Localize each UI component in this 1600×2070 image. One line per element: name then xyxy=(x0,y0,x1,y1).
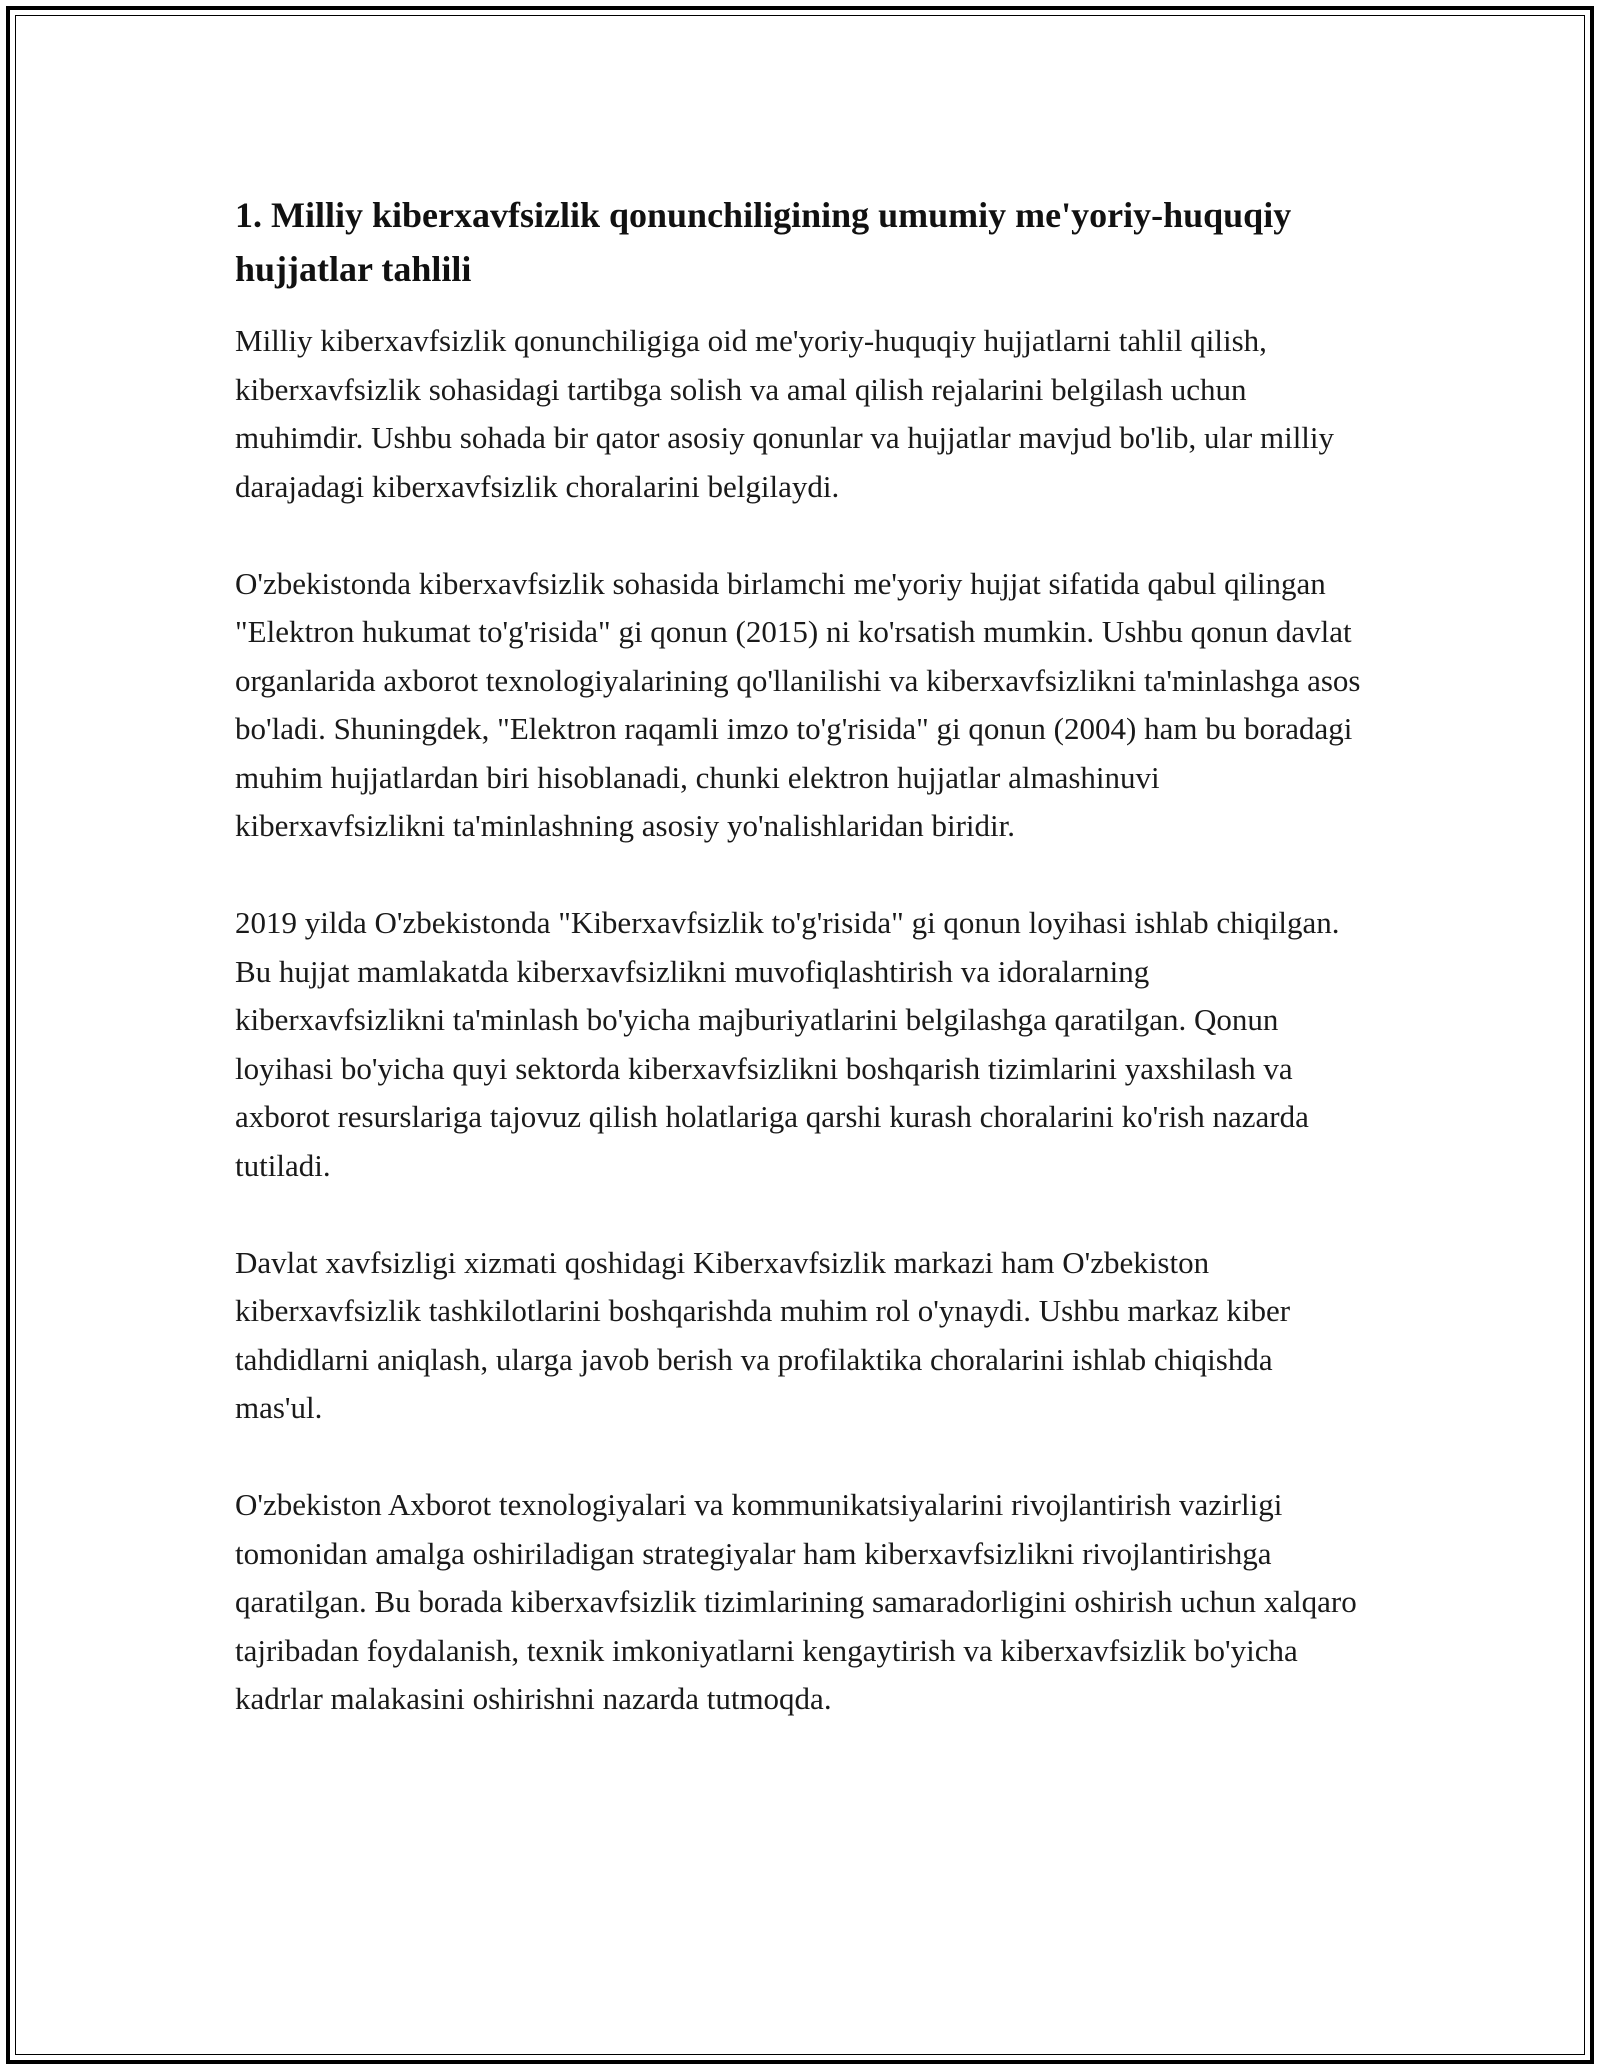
document-body xyxy=(235,188,1365,1772)
paragraph-4: Davlat xavfsizligi xizmati qoshidagi Kiberxavfsizlik markazi ham O'zbekiston kiberxavfsizlik tashkilotlarini boshqarishda muhim rol o'ynaydi. Ushbu markaz kiber tahdidlarni aniqlash, ularga javob berish va profilaktika choralarini ishlab chiqishda mas'ul. xyxy=(235,1244,1291,1425)
paragraph-1: Milliy kiberxavfsizlik qonunchiligiga oid me'yoriy-huquqiy hujjatlarni tahlil qilish, kiberxavfsizlik sohasidagi tartibga solish va amal qilish rejalarini belgilash uchun muhimdir. Ushbu sohada bir qator asosiy qonunlar va hujjatlar mavjud bo'lib, ular milliy darajadagi kiberxavfsizlik choralarini belgilaydi. xyxy=(235,323,1335,504)
paragraph-5: O'zbekiston Axborot texnologiyalari va kommunikatsiyalarini rivojlantirish vazirligi tomonidan amalga oshiriladigan strategiyalar ham kiberxavfsizlikni rivojlantirishga qaratilgan. Bu borada kiberxavfsizlik tizimlarining samaradorligini oshirish uchun xalqaro tajribadan foydalanish, texnik imkoniyatlarni kengaytirish va kiberxavfsizlik bo'yicha kadrlar malakasini oshirishni nazarda tutmoqda. xyxy=(235,1487,1357,1716)
paragraph-3: 2019 yilda O'zbekistonda "Kiberxavfsizlik to'g'risida" gi qonun loyihasi ishlab chiqilgan. Bu hujjat mamlakatda kiberxavfsizlikni muvofiqlashtirish va idoralarning kiberxavfsizlikni ta'minlash bo'yicha majburiyatlarini belgilashga qaratilgan. Qonun loyihasi bo'yicha quyi sektorda kiberxavfsizlikni boshqarish tizimlarini yaxshilash va axborot resurslariga tajovuz qilish holatlariga qarshi kurash choralarini ko'rish nazarda tutiladi. xyxy=(235,905,1340,1183)
paragraph-2: O'zbekistonda kiberxavfsizlik sohasida birlamchi me'yoriy hujjat sifatida qabul qilingan "Elektron hukumat to'g'risida" gi qonun (2015) ni ko'rsatish mumkin. Ushbu qonun davlat organlarida axborot texnologiyalarining qo'llanilishi va kiberxavfsizlikni ta'minlashga asos bo'ladi. Shuningdek, "Elektron raqamli imzo to'g'risida" gi qonun (2004) ham bu boradagi muhim hujjatlardan biri hisoblanadi, chunki elektron hujjatlar almashinuvi kiberxavfsizlikni ta'minlashning asosiy yo'nalishlaridan biridir. xyxy=(235,565,1361,843)
section-title: 1. Milliy kiberxavfsizlik qonunchiligining umumiy me'yoriy-huquqiy hujjatlar tahlili xyxy=(235,195,1292,289)
